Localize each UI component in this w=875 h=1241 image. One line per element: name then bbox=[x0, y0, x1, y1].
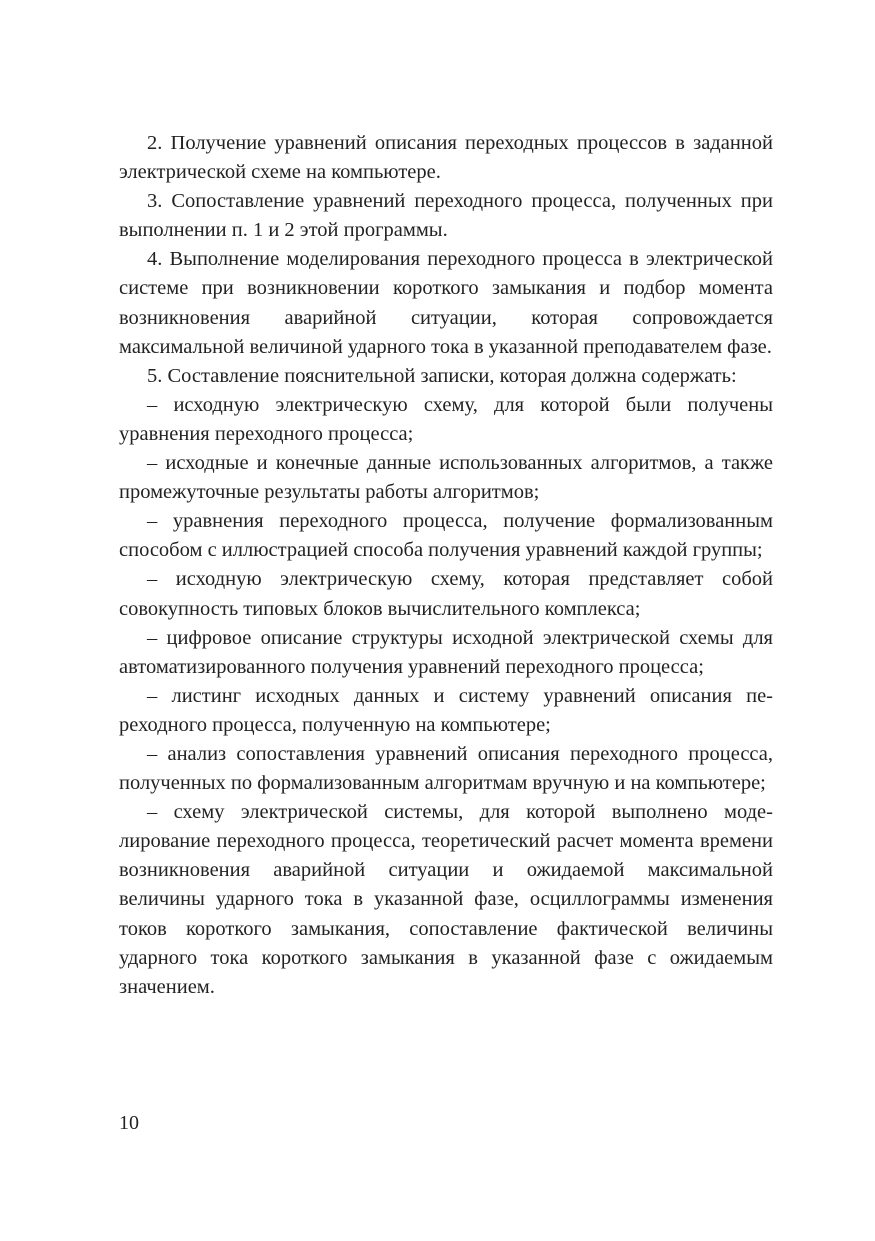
list-item: – листинг исходных данных и систему уравнений описания переходного процесса, полученную на компьютере; bbox=[119, 684, 773, 736]
list-item: – схему электрической системы, для которой выполнено моделирование переходного процесса, теоретический расчет момента времени возникновения аварийной ситуации и ожидаемой максимальной величины ударного тока в указанной фазе, осциллограммы изменения токов короткого замыкания, сопоставление фактической величины ударного тока короткого замыкания в указанной фазе с ожидаемым значением. bbox=[119, 801, 773, 998]
list-item: – исходную электрическую схему, которая представляет собой совокупность типовых блоков вычислительного комплекса; bbox=[119, 568, 773, 620]
list-item: – цифровое описание структуры исходной электрической схемы для автоматизированного получения уравнений переходного процесса; bbox=[119, 626, 773, 678]
list-item: – исходную электрическую схему, для которой были получены уравнения переходного процесса; bbox=[119, 393, 773, 445]
list-item: – анализ сопоставления уравнений описания переходного процесса, полученных по формализованным алгоритмам вручную и на компьютере; bbox=[119, 742, 773, 795]
paragraph-item-3: 3. Сопоставление уравнений переходного процесса, полученных при выполнении п. 1 и 2 этой программы. bbox=[119, 190, 773, 242]
paragraph-item-5: 5. Составление пояснительной записки, которая должна содержать: bbox=[147, 364, 737, 387]
paragraph-item-2: 2. Получение уравнений описания переходных процессов в заданной электрической схеме на компьютере. bbox=[119, 132, 773, 184]
list-item: – уравнения переходного процесса, получение формализованным способом с иллюстрацией способа получения уравнений каждой группы; bbox=[119, 510, 773, 562]
page-number: 10 bbox=[119, 1112, 139, 1134]
list-item: – исходные и конечные данные использованных алгоритмов, а также промежуточные результаты работы алгоритмов; bbox=[119, 452, 773, 504]
paragraph-item-4: 4. Выполнение моделирования переходного процесса в электрической системе при возникновении короткого замыкания и подбор момента возникновения аварийной ситуации, которая сопровождается максимальной величиной ударного тока в указанной преподавателем фазе. bbox=[119, 248, 773, 358]
body-text bbox=[119, 129, 773, 1002]
